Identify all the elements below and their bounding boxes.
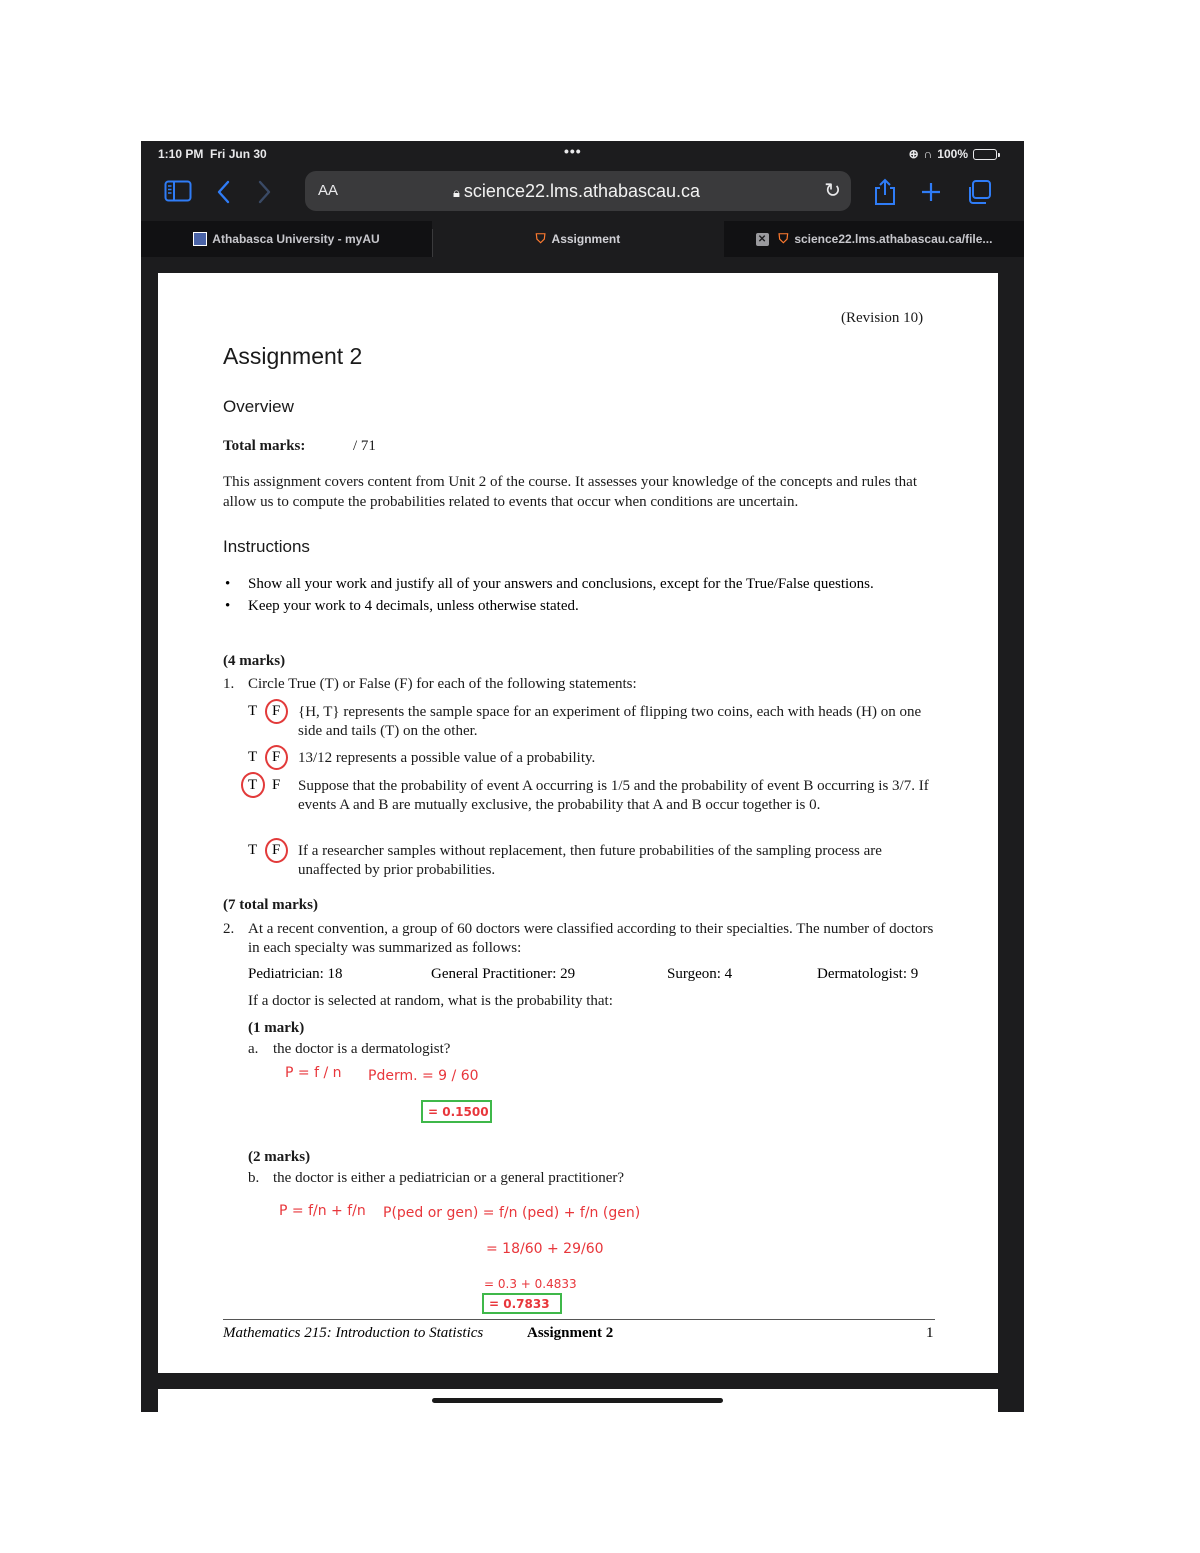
- answer-circle: [265, 699, 288, 724]
- overview-heading: Overview: [223, 397, 294, 416]
- orientation-lock-icon: ⊕: [908, 147, 919, 161]
- instructions-list: [223, 575, 923, 619]
- q2-prompt: At a recent convention, a group of 60 doctors were classified according to their specialties. The number of doctors in each specialty was summarized as follows:: [248, 921, 934, 956]
- answer-circle: [241, 772, 265, 798]
- true-option: T: [248, 703, 258, 719]
- tab-label: Assignment: [551, 232, 621, 246]
- q2b-marks: (2 marks): [248, 1149, 311, 1165]
- sidebar-icon[interactable]: [163, 179, 193, 203]
- false-option: F: [272, 749, 281, 765]
- statement-text: 13/12 represents a possible value of a probability.: [298, 750, 596, 766]
- browser-toolbar: [141, 167, 1024, 219]
- back-icon[interactable]: [213, 179, 233, 205]
- q1-prompt: Circle True (T) or False (F) for each of the following statements:: [248, 676, 637, 692]
- handwritten-substitution: Pderm. = 9 / 60: [368, 1068, 479, 1084]
- moodle-favicon-icon: ⛉: [535, 231, 546, 246]
- tabs-overview-icon[interactable]: [965, 179, 993, 205]
- footer-page-number: 1: [926, 1325, 934, 1341]
- battery-percent: 100%: [937, 147, 968, 161]
- address-bar[interactable]: [305, 171, 851, 211]
- moodle-favicon-icon: ⛉: [778, 231, 789, 246]
- footer-divider: [223, 1319, 935, 1320]
- revision-label: (Revision 10): [841, 310, 924, 326]
- reader-text-size-button[interactable]: AA: [318, 182, 339, 199]
- close-tab-icon[interactable]: ✕: [756, 233, 769, 246]
- status-bar: [141, 141, 1024, 167]
- specialty-item: Surgeon: 4: [667, 966, 733, 982]
- specialty-item: Pediatrician: 18: [248, 966, 343, 982]
- q2b-text: the doctor is either a pediatrician or a general practitioner?: [273, 1170, 625, 1186]
- answer-circle: [265, 838, 288, 863]
- q2a-label: a.: [248, 1041, 259, 1057]
- headphones-icon: ∩: [923, 147, 933, 161]
- total-marks-value: / 71: [353, 438, 376, 454]
- new-tab-icon[interactable]: [919, 179, 943, 205]
- true-option: T: [248, 749, 258, 765]
- lock-icon: 🔒︎: [453, 185, 460, 200]
- forward-icon[interactable]: [255, 179, 275, 205]
- footer-assignment: Assignment 2: [527, 1325, 614, 1341]
- instruction-item: • Keep your work to 4 decimals, unless otherwise stated.: [223, 597, 923, 616]
- instruction-item: • Show all your work and justify all of your answers and conclusions, except for the True/False questions.: [223, 575, 923, 594]
- battery-icon: [973, 149, 997, 160]
- handwritten-formula: P = f / n: [285, 1065, 342, 1081]
- page-title: Assignment 2: [223, 343, 363, 369]
- tab-bar: [141, 221, 1024, 257]
- q2a-marks: (1 mark): [248, 1020, 305, 1036]
- home-indicator[interactable]: [432, 1398, 723, 1403]
- handwritten-formula: P = f/n + f/n: [279, 1203, 366, 1219]
- true-option: T: [248, 842, 258, 858]
- q2a-text: the doctor is a dermatologist?: [273, 1041, 451, 1057]
- statement-text: If a researcher samples without replacement, then future probabilities of the sampling process are unaffected by prior probabilities.: [298, 843, 882, 878]
- q2b-label: b.: [248, 1170, 260, 1186]
- status-right: [909, 147, 997, 161]
- url-text[interactable]: 🔒︎ science22.lms.athabascau.ca: [453, 181, 701, 201]
- multitasking-dots[interactable]: •••: [564, 143, 582, 159]
- athabasca-favicon-icon: [193, 232, 207, 246]
- specialty-item: General Practitioner: 29: [431, 966, 576, 982]
- handwritten-work-line: = 0.3 + 0.4833: [484, 1277, 577, 1291]
- total-marks-label: Total marks:: [223, 438, 306, 454]
- statement-text: {H, T} represents the sample space for an experiment of flipping two coins, each with heads (H) on one side and tails (T) on the other.: [298, 704, 922, 739]
- answer-box: = 0.1500: [421, 1100, 492, 1123]
- answer-circle: [265, 745, 288, 770]
- footer-course: Mathematics 215: Introduction to Statistics: [223, 1325, 484, 1341]
- q1-number: 1.: [223, 676, 235, 692]
- q2-marks: (7 total marks): [223, 897, 318, 913]
- instructions-heading: Instructions: [223, 537, 310, 556]
- document-page: [158, 273, 998, 1373]
- tab-assignment[interactable]: [433, 221, 723, 257]
- statement-text: Suppose that the probability of event A occurring is 1/5 and the probability of event B occurring is 3/7. If events A and B are mutually exclusive, the probability that A and B occur together is 0.: [298, 778, 929, 813]
- true-option: T: [248, 777, 258, 793]
- tab-myau[interactable]: [141, 221, 432, 257]
- status-time: 1:10 PM Fri Jun 30: [158, 147, 267, 161]
- intro-paragraph: This assignment covers content from Unit 2 of the course. It assesses your knowledge of the concepts and rules that allow us to compute the probabilities related to events that occur when conditions are uncertain.: [223, 474, 917, 510]
- false-option: F: [272, 777, 281, 793]
- tab-label: Athabasca University - myAU: [212, 232, 380, 246]
- q1-marks: (4 marks): [223, 653, 286, 669]
- handwritten-work-line: = 18/60 + 29/60: [486, 1241, 604, 1257]
- q2-question: If a doctor is selected at random, what is the probability that:: [248, 993, 613, 1009]
- answer-box: = 0.7833: [482, 1293, 562, 1314]
- share-icon[interactable]: [872, 178, 898, 206]
- false-option: F: [272, 703, 281, 719]
- ipad-screen: [141, 141, 1024, 1412]
- false-option: F: [272, 842, 281, 858]
- tab-label: science22.lms.athabascau.ca/file...: [794, 232, 993, 246]
- q2-number: 2.: [223, 921, 235, 937]
- specialty-item: Dermatologist: 9: [817, 966, 919, 982]
- reload-icon[interactable]: ↻: [824, 180, 841, 202]
- tab-file[interactable]: [724, 221, 1024, 257]
- handwritten-work-line: P(ped or gen) = f/n (ped) + f/n (gen): [383, 1205, 641, 1221]
